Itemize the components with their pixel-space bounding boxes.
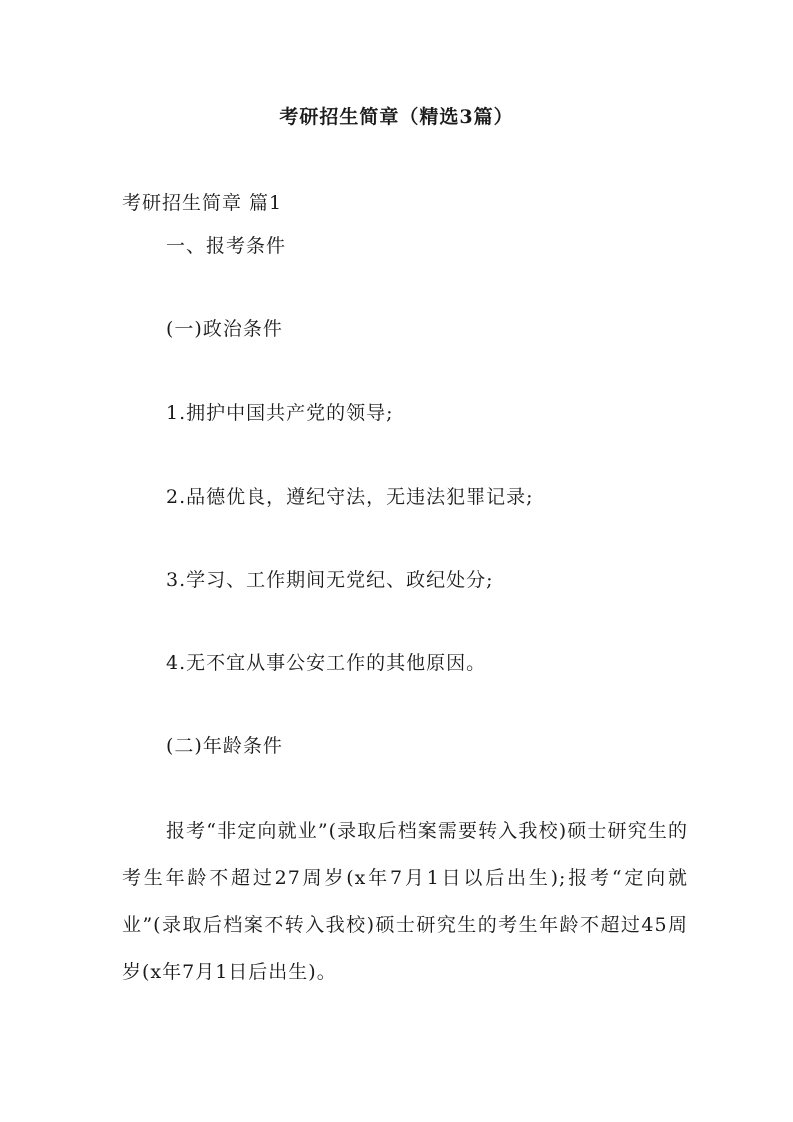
- age-requirement-paragraph: 报考“非定向就业”(录取后档案需要转入我校)硕士研究生的考生年龄不超过27周岁(x年7月1日以后出生);报考“定向就业”(录取后档案不转入我校)硕士研究生的考生年龄不超过45周岁(x年7月1日后出生)。: [122, 820, 688, 983]
- list-item: 3.学习、工作期间无党纪、政纪处分;: [166, 569, 494, 591]
- section-heading: 考研招生简章 篇1: [122, 192, 283, 214]
- list-item: 2.品德优良，遵纪守法，无违法犯罪记录;: [166, 486, 534, 508]
- subsection-heading-political: (一)政治条件: [166, 318, 283, 340]
- list-item: 1.拥护中国共产党的领导;: [166, 402, 394, 424]
- list-item: 4.无不宜从事公安工作的其他原因。: [166, 652, 487, 674]
- document-title: 考研招生简章（精选3篇）: [279, 106, 514, 128]
- subsection-heading-age: (二)年龄条件: [166, 735, 283, 757]
- part-heading: 一、报考条件: [166, 235, 287, 257]
